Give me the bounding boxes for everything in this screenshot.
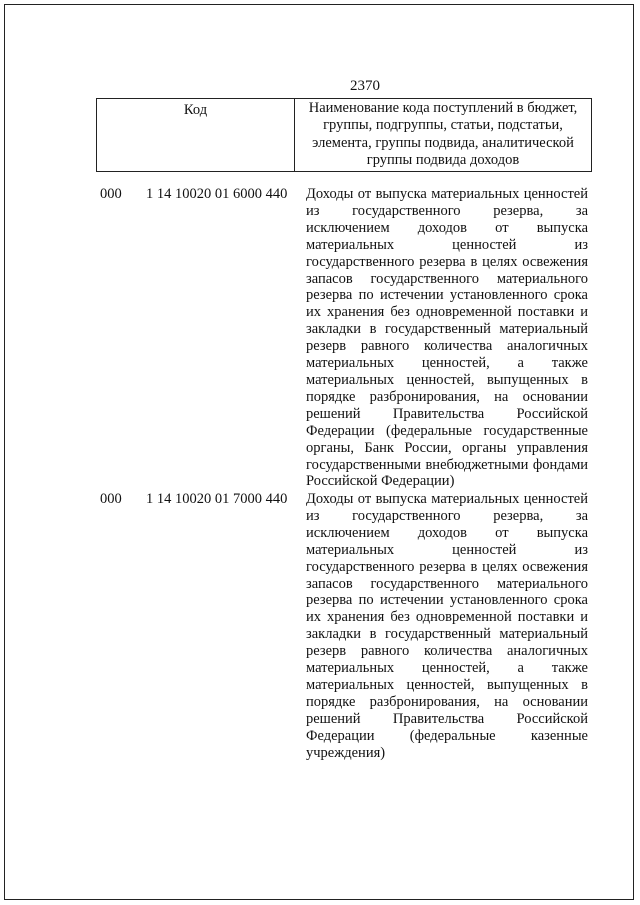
budget-code: 1 14 10020 01 7000 440 xyxy=(146,491,288,507)
page-number: 2370 xyxy=(350,78,380,94)
header-code-column: Код xyxy=(97,99,295,171)
admin-code: 000 xyxy=(100,186,122,202)
income-description: Доходы от выпуска материальных ценностей из государственного резерва, за исключением доходов от выпуска материальных ценностей из государственного резерва в целях освежения запасов государственного материального резерва по истечении установленного срока их хранения без одновременной поставки и закладки в государственный материальный резерв равного количества аналогичных материальных ценностей, а также материальных ценностей, выпущенных в порядке разбронирования, на основании решений Правительства Российской Федерации (федеральные государственные органы, Банк России, органы управления государственными внебюджетными фондами Российской Федерации) xyxy=(306,186,588,490)
admin-code: 000 xyxy=(100,491,122,507)
income-description: Доходы от выпуска материальных ценностей из государственного резерва, за исключением доходов от выпуска материальных ценностей из государственного резерва в целях освежения запасов государственного материального резерва по истечении установленного срока их хранения без одновременной поставки и закладки в государственный материальный резерв равного количества аналогичных материальных ценностей, а также материальных ценностей, выпущенных в порядке разбронирования, на основании решений Правительства Российской Федерации (федеральные казенные учреждения) xyxy=(306,491,588,761)
table-header xyxy=(96,98,592,172)
header-name-column: Наименование кода поступлений в бюджет, группы, подгруппы, статьи, подстатьи, элемента, группы подвида, аналитической группы подвида доходов xyxy=(308,100,578,168)
budget-code: 1 14 10020 01 6000 440 xyxy=(146,186,288,202)
